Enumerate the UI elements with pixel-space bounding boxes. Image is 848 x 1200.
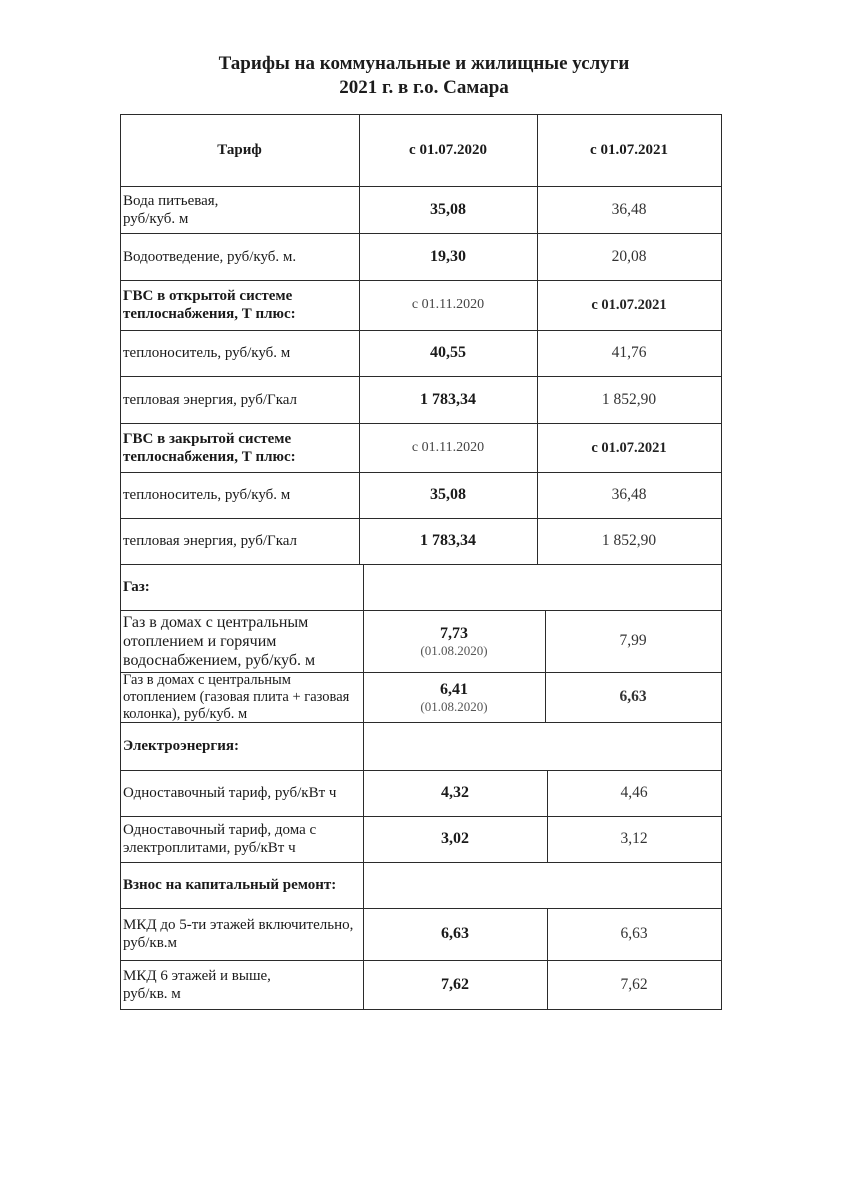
row-label: тепловая энергия, руб/Гкал [123,533,298,549]
header-tariff: Тариф [217,142,262,158]
row-value-2020: 1 783,34 [420,390,476,408]
row-label: тепловая энергия, руб/Гкал [123,391,298,408]
row-label: Газ в домах с центральным отоплением и горячим водоснабжением, руб/куб. м [123,613,316,669]
row-value-2021: 6,63 [620,925,648,942]
row-date-2021: с 01.07.2021 [591,297,667,313]
title-line-1: Тарифы на коммунальные и жилищные услуги [218,53,630,74]
section-label-open-gvs: ГВС в открытой системе теплоснабжения, Т плюс: [123,288,296,322]
row-date-2020: с 01.11.2020 [411,439,485,455]
row-date-2020: с 01.11.2020 [411,297,485,312]
row-label: Газ в домах с центральным отоплением (газовая плита + газовая колонка), руб/куб. м [123,671,350,722]
header-date-2020: с 01.07.2020 [409,142,487,158]
row-label: Одноставочный тариф, дома с электроплитами, руб/кВт ч [123,822,317,856]
row-label: Водоотведение, руб/куб. м. [123,248,297,265]
row-label: Одноставочный тариф, руб/кВт ч [123,785,337,801]
row-value-2020 [363,610,545,672]
value-2020-note: (01.08.2020) [420,642,488,658]
value-2020: 6,41 [440,680,468,698]
row-value-2020: 3,02 [441,830,469,847]
row-value-2021: 36,48 [611,200,647,218]
row-value-2021: 3,12 [620,830,648,847]
row-value-2021: 7,99 [619,632,647,649]
value-2020: 7,73 [440,624,468,642]
title-line-2: 2021 г. в г.о. Самара [339,77,509,98]
row-label: теплоноситель, руб/куб. м [123,345,291,361]
row-value-2021: 41,76 [611,344,647,361]
row-value-2021: 7,62 [620,975,648,993]
section-label-gas: Газ: [123,579,150,595]
row-date-2021: с 01.07.2021 [591,439,667,456]
section-label-electricity: Электроэнергия: [123,738,239,754]
row-value-2021: 36,48 [611,486,647,503]
section-label-closed-gvs: ГВС в закрытой системе теплоснабжения, Т плюс: [123,430,296,465]
row-value-2021: 1 852,90 [601,390,657,408]
row-label: МКД 6 этажей и выше, руб/кв. м [123,967,271,1002]
row-value-2020: 35,08 [430,200,466,218]
section-label-capital-repair: Взнос на капитальный ремонт: [123,877,337,893]
header-date-2021: с 01.07.2021 [590,142,668,158]
row-value-2020: 35,08 [430,486,466,503]
row-label: теплоноситель, руб/куб. м [123,487,291,503]
row-value-2020: 19,30 [430,247,466,265]
value-2020-note: (01.08.2020) [420,698,488,714]
tariff-table [120,114,722,1010]
row-value-2021: 4,46 [620,784,648,801]
row-value-2020: 1 783,34 [420,532,476,549]
row-label: МКД до 5-ти этажей включительно, руб/кв.м [123,917,354,951]
row-value-2020: 7,62 [441,975,469,993]
row-value-2020: 4,32 [441,784,469,801]
document-title [0,52,848,100]
row-value-2020: 40,55 [430,344,466,361]
row-value-2021: 20,08 [611,247,647,265]
row-value-2020 [363,672,545,722]
row-value-2021: 1 852,90 [601,532,657,549]
row-value-2020: 6,63 [441,925,469,942]
row-label: Вода питьевая, руб/куб. м [123,192,219,227]
row-value-2021: 6,63 [619,688,647,705]
